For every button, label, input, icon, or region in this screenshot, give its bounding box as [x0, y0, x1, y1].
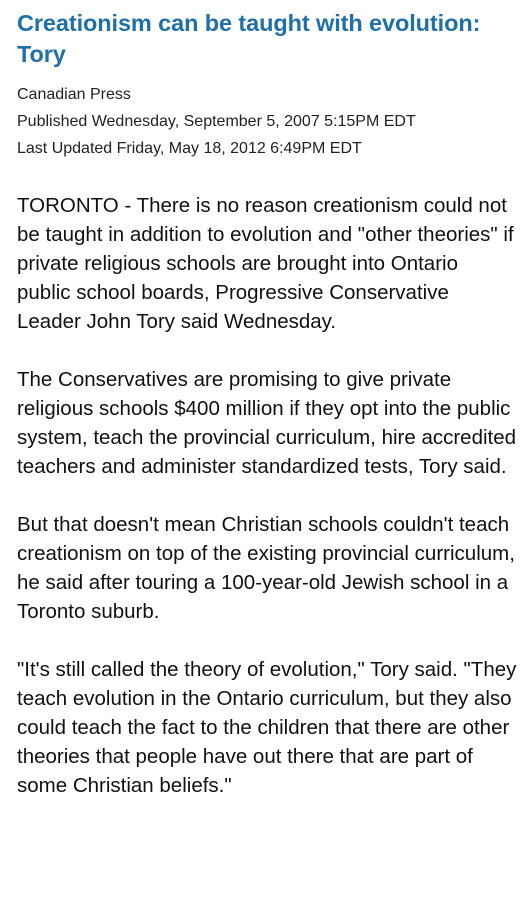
article-body — [17, 191, 517, 800]
article-paragraph: But that doesn't mean Christian schools couldn't teach creationism on top of the existing provincial curriculum, he said after touring a 100-year-old Jewish school in a Toronto suburb. — [17, 513, 515, 623]
article-paragraph: "It's still called the theory of evolution," Tory said. "They teach evolution in the Ontario curriculum, but they also could teach the fact to the children that there are other theories that people have out there that are part of some Christian beliefs." — [17, 658, 517, 797]
article-headline: Creationism can be taught with evolution: Tory — [17, 10, 481, 67]
article-paragraph: TORONTO - There is no reason creationism could not be taught in addition to evolution and "other theories" if private religious schools are brought into Ontario public school boards, Progressive Conservative Leader John Tory said Wednesday. — [17, 194, 514, 333]
article-source: Canadian Press — [17, 86, 131, 103]
article-paragraph: The Conservatives are promising to give private religious schools $400 million if they opt into the public system, teach the provincial curriculum, hire accredited teachers and administer standardized tests, Tory said. — [17, 368, 517, 478]
article-updated-date: Last Updated Friday, May 18, 2012 6:49PM EDT — [17, 140, 362, 157]
article-published-date: Published Wednesday, September 5, 2007 5:15PM EDT — [17, 113, 416, 130]
article-meta — [17, 81, 517, 162]
article — [17, 0, 517, 829]
